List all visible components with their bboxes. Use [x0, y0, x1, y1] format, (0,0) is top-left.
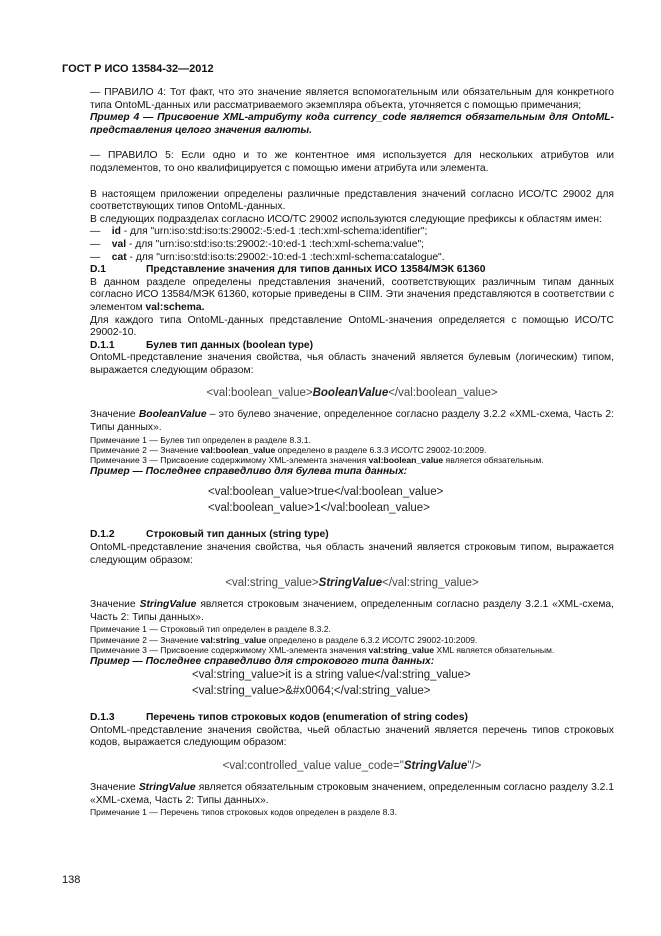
- section-d11-paragraph-1: OntoML-представление значения свойства, чья область значений является булевым (логическим) типом, выражается следующим образом:: [90, 352, 614, 376]
- section-d12-example-title: Пример — Последнее справедливо для строкового типа данных:: [90, 655, 435, 667]
- section-d11-note-1: Примечание 1 — Булев тип определен в разделе 8.3.1.: [90, 434, 311, 445]
- prefix-item-cat: — cat - для "urn:iso:std:iso:ts:29002:-10:ed-1 :tech:xml-schema:catalogue".: [90, 251, 445, 263]
- section-d11-note-2: Примечание 2 — Значение val:boolean_value определено в разделе 6.3.3 ИСО/ТС 29002-10:2009.: [90, 445, 487, 456]
- section-d13-heading: D.1.3 Перечень типов строковых кодов (enumeration of string codes): [90, 712, 468, 724]
- section-d13-paragraph-1: OntoML-представление значения свойства, чьей областью значений является перечень типов строковых кодов, выражается следующим образом:: [90, 724, 614, 749]
- section-d11-note-3: Примечание 3 — Присвоение содержимому XML-элемента значения val:boolean_value является обязательным.: [90, 455, 544, 466]
- document-body: [90, 87, 614, 818]
- document-header: ГОСТ Р ИСО 13584-32—2012: [62, 63, 214, 75]
- string-example-line-2: <val:string_value>&#x0064;</val:string_value>: [192, 684, 431, 697]
- section-d11-example-title: Пример — Последнее справедливо для булева типа данных:: [90, 465, 408, 477]
- intro-paragraph-1: В настоящем приложении определены различные представления значений согласно ИСО/ТС 29002 для соответствующих типов OntoML-данных.: [90, 188, 614, 213]
- prefix-item-id: — id - для "urn:iso:std:iso:ts:29002:-5:ed-1 :tech:xml-schema:identifier";: [90, 226, 428, 238]
- section-d12-note-1: Примечание 1 — Строковый тип определен в разделе 8.3.2.: [90, 624, 331, 635]
- section-d12-note-2: Примечание 2 — Значение val:string_value определено в разделе 6.3.2 ИСО/ТС 29002-10:2009.: [90, 634, 478, 645]
- prefix-list: [90, 226, 614, 264]
- section-d12-heading: D.1.2 Строковый тип данных (string type): [90, 529, 329, 541]
- example-4: Пример 4 — Присвоение XML-атрибуту кода currency_code является обязательным для OntoML-представления целого значения валюты.: [90, 112, 614, 136]
- section-d12-paragraph-2: Значение StringValue является строковым значением, определенным согласно разделу 3.2.1 «XML-схема, Часть 2: Типы данных».: [90, 599, 614, 623]
- section-d1-paragraph-1: В данном разделе определены представления значений, соответствующих различным типам данных согласно ИСО 13584/МЭК 61360, которые приведены в CIIM. Эти значения представляются в соответствии с элементом val:schema.: [90, 276, 614, 313]
- boolean-example-line-1: <val:boolean_value>true</val:boolean_value>: [208, 486, 444, 499]
- intro-paragraph-2: В следующих подразделах согласно ИСО/ТС 29002 используются следующие префиксы к областям имен:: [90, 213, 602, 225]
- section-d12-paragraph-1: OntoML-представление значения свойства, чья область значений является строковым типом, выражается следующим образом:: [90, 542, 614, 566]
- string-value-syntax: <val:string_value>StringValue</val:string_value>: [225, 577, 479, 590]
- section-d11-paragraph-2: Значение BooleanValue – это булево значение, определенное согласно разделу 3.2.2 «XML-схема, Часть 2: Типы данных».: [90, 409, 614, 434]
- section-d1-heading: D.1 Представление значения для типов данных ИСО 13584/МЭК 61360: [90, 264, 486, 276]
- section-d13-note-1: Примечание 1 — Перечень типов строковых кодов определен в разделе 8.3.: [90, 807, 397, 818]
- rule-4: — ПРАВИЛО 4: Тот факт, что это значение является вспомогательным или обязательным для конкретного типа OntoML-данных или рассматриваемого экземпляра объекта, уточняется с помощью примечания;: [90, 87, 614, 111]
- prefix-item-val: — val - для "urn:iso:std:iso:ts:29002:-10:ed-1 :tech:xml-schema:value";: [90, 238, 424, 250]
- section-d12-note-3: Примечание 3 — Присвоение содержимому XML-элемента значения val:string_value XML является обязательным.: [90, 645, 555, 656]
- boolean-value-syntax: <val:boolean_value>BooleanValue</val:boolean_value>: [206, 387, 498, 400]
- string-example-line-1: <val:string_value>it is a string value</val:string_value>: [192, 669, 471, 682]
- section-d13-paragraph-2: Значение StringValue является обязательным строковым значением, определенным согласно разделу 3.2.1 «XML-схема, Часть 2: Типы данных».: [90, 782, 614, 806]
- section-d11-heading: D.1.1 Булев тип данных (boolean type): [90, 339, 314, 351]
- rule-5: — ПРАВИЛО 5: Если одно и то же контентное имя используется для нескольких атрибутов или подэлементов, то оно квалифицируется с помощью имени атрибута или элемента.: [90, 150, 614, 174]
- page-number: 138: [62, 874, 81, 886]
- section-d1-paragraph-2: Для каждого типа OntoML-данных представление OntoML-значения определяется с помощью ИСО/ТС 29002-10.: [90, 314, 614, 339]
- controlled-value-syntax: <val:controlled_value value_code="StringValue"/>: [222, 760, 482, 773]
- boolean-example-line-2: <val:boolean_value>1</val:boolean_value>: [208, 501, 430, 514]
